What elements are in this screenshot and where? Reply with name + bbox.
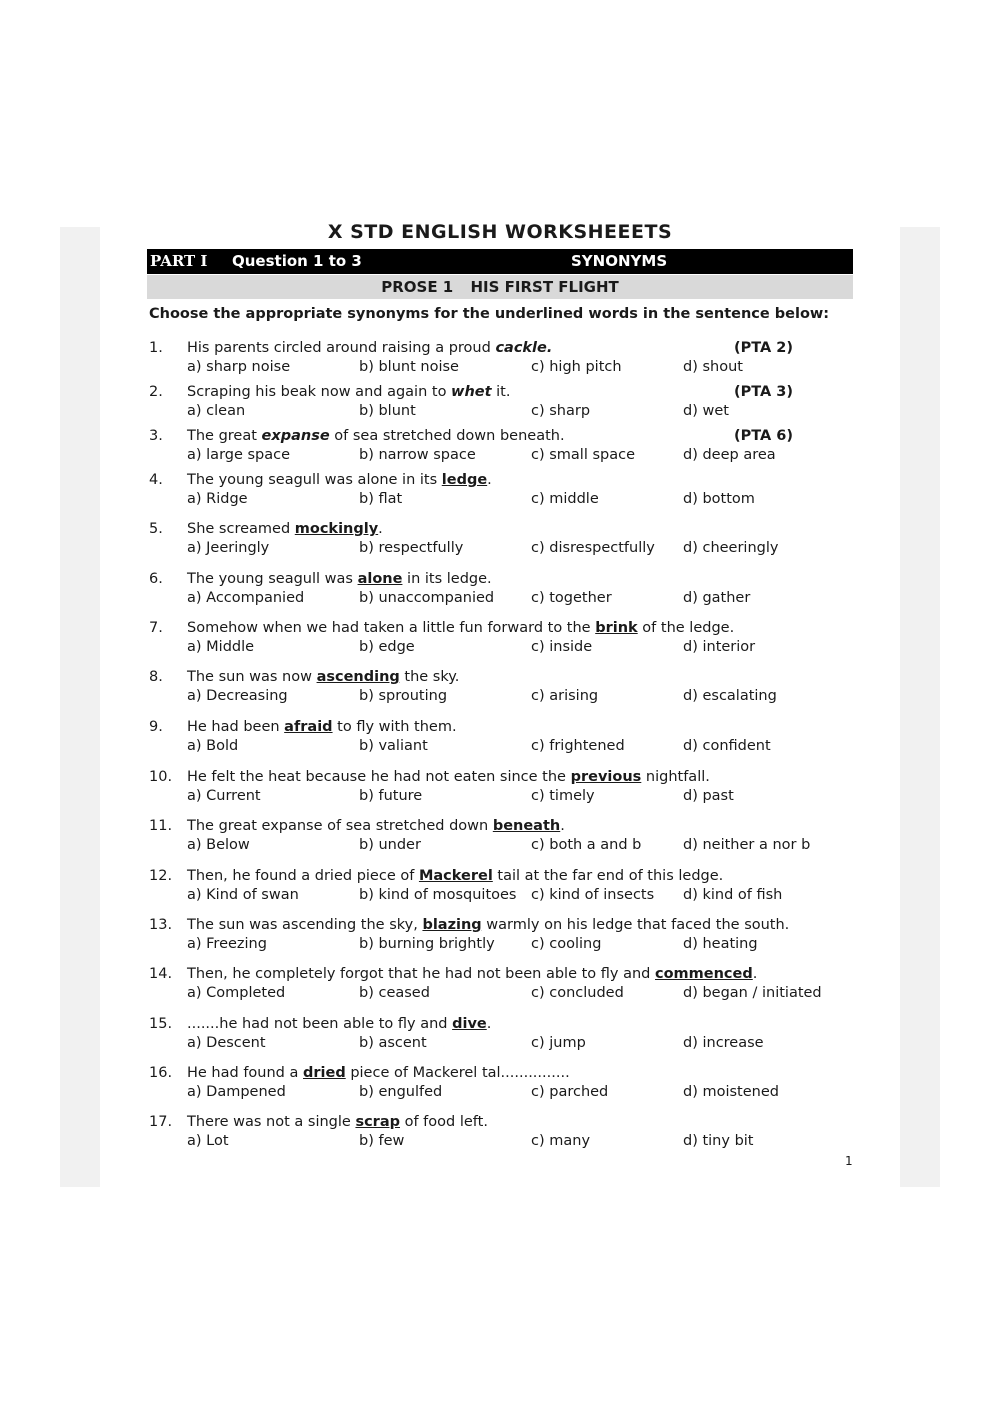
answer-option: a) Lot <box>187 1133 229 1149</box>
answer-option: d) escalating <box>683 688 777 704</box>
answer-option: d) confident <box>683 738 771 754</box>
answer-option: d) shout <box>683 359 743 375</box>
stem-text: . <box>560 818 565 834</box>
stem-text: Somehow when we had taken a little fun forward to the <box>187 620 596 636</box>
stem-text: He had been <box>187 719 285 735</box>
answer-option: b) future <box>359 788 423 804</box>
question-stem <box>187 868 723 884</box>
lesson-header-bar <box>147 275 853 299</box>
stem-text: He felt the heat because he had not eaten since the <box>187 769 571 785</box>
stem-text: .......he had not been able to fly and <box>187 1016 453 1032</box>
stem-text: His parents circled around raising a proud <box>187 340 496 356</box>
stem-text: of sea stretched down beneath. <box>329 428 565 444</box>
stem-text: The sun was now <box>187 669 317 685</box>
key-word: Mackerel <box>418 868 493 884</box>
answer-option: a) large space <box>187 447 291 463</box>
answer-option: b) blunt <box>359 403 416 419</box>
answer-option: c) disrespectfully <box>531 540 655 556</box>
question-stem <box>187 521 383 537</box>
answer-option: c) kind of insects <box>531 887 655 903</box>
key-word: alone <box>357 571 403 587</box>
answer-option: b) sprouting <box>359 688 448 704</box>
answer-option: d) began / initiated <box>683 985 822 1001</box>
answer-option: d) cheeringly <box>683 540 779 556</box>
part-label: PART I <box>150 252 208 270</box>
stem-text: . <box>486 1016 492 1032</box>
question-range: Question 1 to 3 <box>232 252 362 270</box>
question-stem <box>187 917 789 933</box>
answer-option: a) Descent <box>187 1035 266 1051</box>
instruction-text: Choose the appropriate synonyms for the underlined words in the sentence below: <box>149 306 830 322</box>
stem-text: of food left. <box>399 1114 488 1130</box>
key-word: ledge <box>441 472 488 488</box>
answer-option: b) engulfed <box>359 1084 443 1100</box>
answer-option: c) small space <box>531 447 636 463</box>
question-stem <box>187 1016 491 1032</box>
answer-option: a) Dampened <box>187 1084 286 1100</box>
answer-option: a) Decreasing <box>187 688 288 704</box>
question-stem <box>187 428 565 444</box>
answer-option: c) middle <box>531 491 599 507</box>
question-number: 1. <box>149 340 163 356</box>
key-word: blazing <box>422 917 482 933</box>
answer-option: a) Middle <box>187 639 255 655</box>
stem-text: The great <box>187 428 262 444</box>
question-stem <box>187 571 492 587</box>
source-tag: (PTA 2) <box>733 340 793 356</box>
worksheet-title: X STD ENGLISH WORKSHEEETS <box>327 221 673 240</box>
stem-text: to fly with them. <box>332 719 457 735</box>
question-stem <box>187 818 565 834</box>
stem-text: warmly on his ledge that faced the south. <box>481 917 790 933</box>
answer-option: d) heating <box>683 936 758 952</box>
stem-text: The great expanse of sea stretched down <box>187 818 493 834</box>
answer-option: c) arising <box>531 688 599 704</box>
stem-text: . <box>752 966 758 982</box>
answer-option: c) timely <box>531 788 595 804</box>
question-number: 16. <box>149 1065 173 1081</box>
answer-option: d) tiny bit <box>683 1133 754 1149</box>
stem-text: There was not a single <box>187 1114 356 1130</box>
worksheet-page <box>100 218 900 1198</box>
question-number: 12. <box>149 868 173 884</box>
question-number: 13. <box>149 917 173 933</box>
answer-option: d) wet <box>683 403 729 419</box>
question-number: 5. <box>149 521 163 537</box>
stem-text: in its ledge. <box>402 571 492 587</box>
answer-option: a) Current <box>187 788 261 804</box>
stem-text: . <box>378 521 383 537</box>
answer-option: c) cooling <box>531 936 602 952</box>
stem-text: it. <box>491 384 511 400</box>
answer-option: b) valiant <box>359 738 428 754</box>
key-word: dried <box>303 1065 346 1081</box>
question-number: 14. <box>149 966 173 982</box>
question-number: 6. <box>149 571 163 587</box>
answer-option: d) interior <box>683 639 756 655</box>
part-header-bar <box>147 249 853 274</box>
page-margin-left <box>60 227 100 1187</box>
answer-option: c) jump <box>531 1035 586 1051</box>
stem-text: The young seagull was <box>187 571 358 587</box>
answer-option: b) blunt noise <box>359 359 459 375</box>
question-stem <box>187 669 459 685</box>
question-number: 17. <box>149 1114 173 1130</box>
answer-option: c) many <box>531 1133 591 1149</box>
stem-text: . <box>487 472 492 488</box>
question-number: 8. <box>149 669 163 685</box>
question-number: 11. <box>149 818 173 834</box>
page-number: 1 <box>845 1154 853 1168</box>
stem-text: of the ledge. <box>637 620 735 636</box>
answer-option: c) inside <box>531 639 593 655</box>
topic-label: SYNONYMS <box>571 252 668 270</box>
answer-option: c) both a and b <box>531 837 642 853</box>
key-word: ascending <box>316 669 400 685</box>
question-stem <box>187 769 710 785</box>
answer-option: d) gather <box>683 590 751 606</box>
question-number: 9. <box>149 719 163 735</box>
stem-text: the sky. <box>399 669 460 685</box>
answer-option: b) edge <box>359 639 415 655</box>
question-number: 4. <box>149 472 163 488</box>
answer-option: b) burning brightly <box>359 936 495 952</box>
answer-option: a) sharp noise <box>187 359 291 375</box>
answer-option: a) Accompanied <box>187 590 305 606</box>
answer-option: a) Bold <box>187 738 239 754</box>
answer-option: a) Kind of swan <box>187 887 299 903</box>
question-stem <box>187 384 510 400</box>
stem-text: The young seagull was alone in its <box>187 472 442 488</box>
key-word: cackle. <box>495 340 553 356</box>
stem-text: tail at the far end of this ledge. <box>492 868 724 884</box>
question-stem <box>187 719 457 735</box>
answer-option: d) neither a nor b <box>683 837 811 853</box>
question-stem <box>187 340 552 356</box>
answer-option: a) clean <box>187 403 246 419</box>
answer-option: c) parched <box>531 1084 609 1100</box>
stem-text: Then, he completely forgot that he had not been able to fly and <box>187 966 655 982</box>
key-word: dive <box>452 1016 487 1032</box>
stem-text: piece of Mackerel tal............... <box>345 1065 570 1081</box>
stem-text: Scraping his beak now and again to <box>187 384 452 400</box>
answer-option: c) sharp <box>531 403 591 419</box>
answer-option: d) increase <box>683 1035 764 1051</box>
answer-option: d) bottom <box>683 491 755 507</box>
stem-text: Then, he found a dried piece of <box>187 868 419 884</box>
answer-option: a) Freezing <box>187 936 267 952</box>
question-stem <box>187 1065 570 1081</box>
key-word: whet <box>451 384 492 400</box>
key-word: expanse <box>261 428 330 444</box>
question-stem <box>187 472 492 488</box>
answer-option: b) respectfully <box>359 540 464 556</box>
question-number: 7. <box>149 620 163 636</box>
lesson-title: HIS FIRST FLIGHT <box>470 278 619 296</box>
answer-option: c) high pitch <box>531 359 622 375</box>
answer-option: d) moistened <box>683 1084 779 1100</box>
question-stem <box>187 1114 488 1130</box>
question-number: 3. <box>149 428 163 444</box>
answer-option: a) Ridge <box>187 491 248 507</box>
answer-option: b) unaccompanied <box>359 590 495 606</box>
answer-option: d) past <box>683 788 734 804</box>
answer-option: c) frightened <box>531 738 625 754</box>
answer-option: b) few <box>359 1133 405 1149</box>
question-stem <box>187 966 757 982</box>
answer-option: c) concluded <box>531 985 624 1001</box>
stem-text: The sun was ascending the sky, <box>187 917 423 933</box>
answer-option: c) together <box>531 590 612 606</box>
key-word: beneath <box>492 818 561 834</box>
answer-option: b) flat <box>359 491 403 507</box>
key-word: afraid <box>284 719 333 735</box>
key-word: brink <box>595 620 638 636</box>
question-number: 2. <box>149 384 163 400</box>
stem-text: nightfall. <box>641 769 710 785</box>
answer-option: b) ceased <box>359 985 430 1001</box>
stem-text: He had found a <box>187 1065 303 1081</box>
answer-option: d) kind of fish <box>683 887 783 903</box>
question-number: 15. <box>149 1016 173 1032</box>
question-number: 10. <box>149 769 173 785</box>
answer-option: a) Jeeringly <box>187 540 270 556</box>
page-margin-right <box>900 227 940 1187</box>
key-word: scrap <box>355 1114 400 1130</box>
source-tag: (PTA 6) <box>733 428 793 444</box>
question-stem <box>187 620 734 636</box>
answer-option: b) narrow space <box>359 447 476 463</box>
prose-label: PROSE 1 <box>381 278 454 296</box>
answer-option: d) deep area <box>683 447 776 463</box>
stem-text: She screamed <box>187 521 295 537</box>
key-word: previous <box>570 769 642 785</box>
answer-option: a) Below <box>187 837 250 853</box>
key-word: mockingly <box>294 521 379 537</box>
answer-option: b) ascent <box>359 1035 427 1051</box>
source-tag: (PTA 3) <box>733 384 793 400</box>
answer-option: a) Completed <box>187 985 286 1001</box>
answer-option: b) kind of mosquitoes <box>359 887 517 903</box>
key-word: commenced <box>655 966 753 982</box>
answer-option: b) under <box>359 837 421 853</box>
